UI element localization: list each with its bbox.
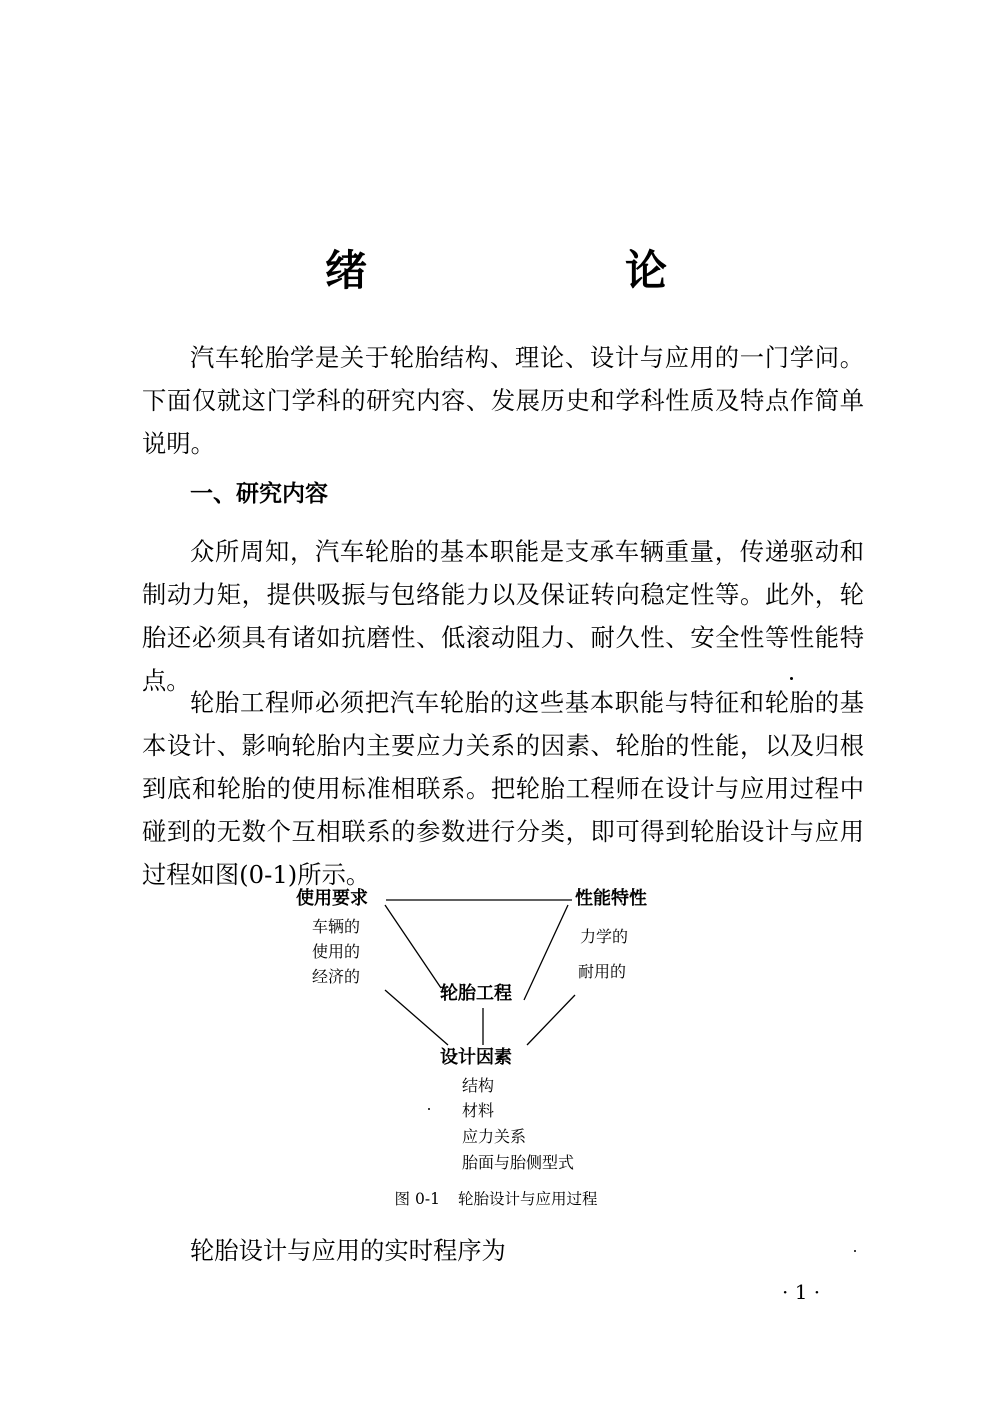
design-item-material: 材料 <box>462 1101 495 1120</box>
body-paragraph-1: 众所周知，汽车轮胎的基本职能是支承车辆重量，传递驱动和制动力矩，提供吸振与包络能力以及保证转向稳定性等。此外，轮胎还必须具有诸如抗磨性、低滚动阻力、耐久性、安全性等性能特点。 <box>142 537 864 695</box>
performance-characteristics-label: 性能特性 <box>575 888 647 909</box>
section-heading: 一、研究内容 <box>190 481 328 507</box>
scan-speck <box>854 1250 856 1252</box>
connector-performance-to-design <box>527 995 575 1045</box>
usage-item-use: 使用的 <box>312 942 361 961</box>
usage-item-vehicle: 车辆的 <box>312 917 361 936</box>
intro-paragraph: 汽车轮胎学是关于轮胎结构、理论、设计与应用的一门学问。下面仅就这门学科的研究内容、发展历史和学科性质及特点作简单说明。 <box>142 343 864 458</box>
page-number: · 1 · <box>782 1280 821 1304</box>
figure-caption-number: 图 0-1 <box>394 1190 440 1208</box>
performance-item-durable: 耐用的 <box>578 962 627 981</box>
page-title: 绪 论 <box>324 246 775 295</box>
usage-requirements-label: 使用要求 <box>296 888 368 909</box>
scan-speck <box>428 1108 430 1110</box>
connector-usage-to-design <box>385 990 448 1045</box>
performance-item-mechanical: 力学的 <box>580 927 629 946</box>
connector-usage-to-center <box>385 905 441 988</box>
body-paragraph-3: 轮胎设计与应用的实时程序为 <box>190 1236 506 1265</box>
figure-caption-text: 轮胎设计与应用过程 <box>457 1190 598 1208</box>
scan-speck <box>790 677 793 680</box>
connector-performance-to-center <box>524 905 568 1000</box>
design-item-structure: 结构 <box>462 1076 495 1095</box>
usage-item-economy: 经济的 <box>312 967 361 986</box>
body-paragraph-2: 轮胎工程师必须把汽车轮胎的这些基本职能与特征和轮胎的基本设计、影响轮胎内主要应力关系的因素、轮胎的性能，以及归根到底和轮胎的使用标准相联系。把轮胎工程师在设计与应用过程中碰到的无数个互相联系的参数进行分类，即可得到轮胎设计与应用过程如图(0-1)所示。 <box>142 688 864 889</box>
design-factors-label: 设计因素 <box>440 1047 512 1068</box>
tire-engineering-label: 轮胎工程 <box>440 983 512 1004</box>
figure-caption <box>0 1187 992 1211</box>
design-item-tread-sidewall: 胎面与胎侧型式 <box>462 1153 575 1172</box>
design-item-stress: 应力关系 <box>462 1127 527 1146</box>
